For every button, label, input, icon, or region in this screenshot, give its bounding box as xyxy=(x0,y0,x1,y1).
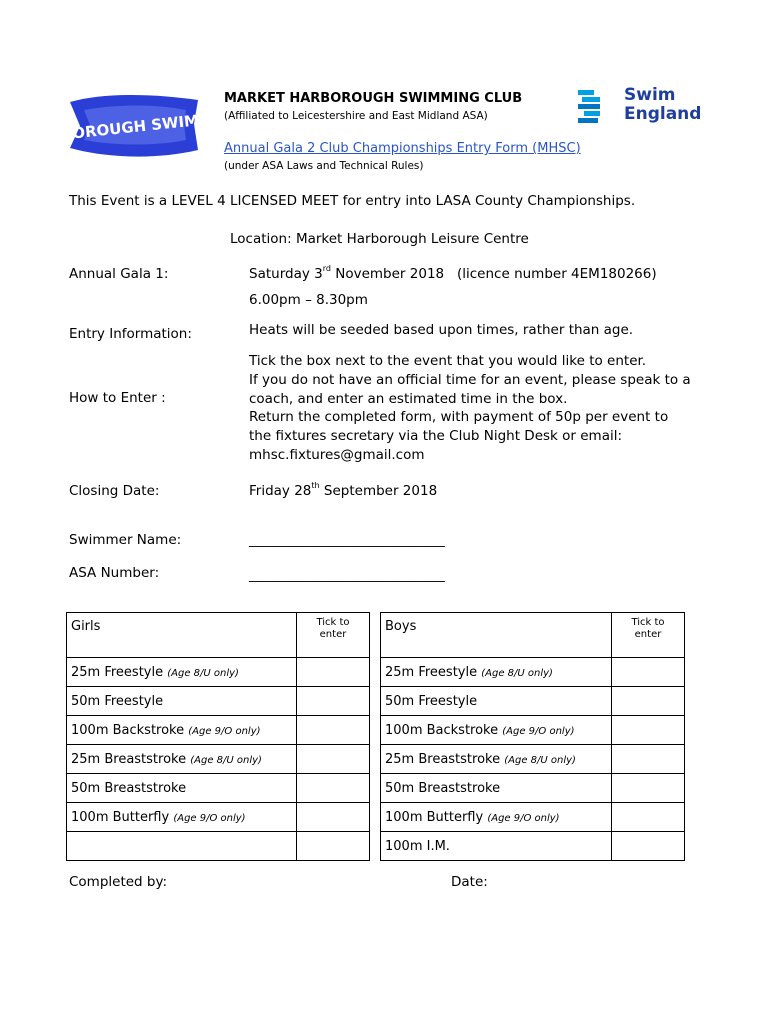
table-row xyxy=(67,745,370,774)
table-row xyxy=(381,716,685,745)
event-age: (Age 8/U only) xyxy=(504,754,576,766)
event-label: 100m Backstroke xyxy=(385,722,499,738)
event-name xyxy=(67,803,297,832)
boys-table xyxy=(380,612,685,861)
swimmer-name-field[interactable]: _____________________________ xyxy=(249,532,445,548)
tick-box[interactable] xyxy=(612,832,685,861)
gala-label: Annual Gala 1: xyxy=(69,266,169,282)
swim-england-line1: Swim xyxy=(624,85,676,105)
event-age: (Age 9/O only) xyxy=(487,812,560,824)
tick-box[interactable] xyxy=(297,658,370,687)
event-label: 100m Butterfly xyxy=(385,809,484,825)
table-row xyxy=(67,658,370,687)
intro-text: This Event is a LEVEL 4 LICENSED MEET for entry into LASA County Championships. xyxy=(69,193,636,209)
event-label: 50m Freestyle xyxy=(385,693,478,709)
girls-tick-header xyxy=(297,613,370,658)
asa-number-label: ASA Number: xyxy=(69,565,160,581)
tick-header-line: enter xyxy=(634,629,662,640)
event-name xyxy=(381,687,612,716)
how-line: coach, and enter an estimated time in the box. xyxy=(249,390,568,407)
gala-date-sup: rd xyxy=(322,264,331,273)
table-row xyxy=(381,687,685,716)
tick-header-line: Tick to xyxy=(631,617,665,628)
table-row xyxy=(67,687,370,716)
tick-box[interactable] xyxy=(612,687,685,716)
affiliation: (Affiliated to Leicestershire and East Midland ASA) xyxy=(224,110,488,122)
event-name xyxy=(381,774,612,803)
tick-box[interactable] xyxy=(297,832,370,861)
tick-box[interactable] xyxy=(297,803,370,832)
boys-tick-header xyxy=(612,613,685,658)
tick-box[interactable] xyxy=(612,658,685,687)
boys-header: Boys xyxy=(381,613,612,658)
event-age: (Age 9/O only) xyxy=(173,812,246,824)
tick-box[interactable] xyxy=(297,774,370,803)
swim-england-logo xyxy=(576,86,700,128)
event-name xyxy=(67,745,297,774)
table-row xyxy=(381,774,685,803)
event-label: 100m Butterfly xyxy=(71,809,170,825)
event-name xyxy=(381,658,612,687)
gala-date-post: November 2018 (licence number 4EM180266) xyxy=(330,266,657,282)
how-line: Return the completed form, with payment of 50p per event to xyxy=(249,409,669,426)
event-label: 25m Freestyle xyxy=(71,664,164,680)
girls-table xyxy=(66,612,370,861)
event-label: 50m Freestyle xyxy=(71,693,164,709)
event-label: 25m Breaststroke xyxy=(71,751,187,767)
closing-label: Closing Date: xyxy=(69,483,160,499)
table-row xyxy=(381,745,685,774)
tick-box[interactable] xyxy=(612,745,685,774)
how-text xyxy=(249,352,691,465)
event-name xyxy=(381,832,612,861)
event-age: (Age 8/U only) xyxy=(190,754,262,766)
event-name xyxy=(67,716,297,745)
table-row xyxy=(381,658,685,687)
location-text: Location: Market Harborough Leisure Centre xyxy=(230,231,529,247)
event-age: (Age 9/O only) xyxy=(502,725,575,737)
swimmer-name-label: Swimmer Name: xyxy=(69,532,182,548)
entry-text: Heats will be seeded based upon times, rather than age. xyxy=(249,322,634,338)
tick-box[interactable] xyxy=(612,716,685,745)
closing-pre: Friday 28 xyxy=(249,483,312,499)
asa-number-field[interactable]: _____________________________ xyxy=(249,567,445,583)
event-name xyxy=(67,687,297,716)
event-age: (Age 8/U only) xyxy=(481,667,553,679)
gala-date-pre: Saturday 3 xyxy=(249,266,323,282)
event-name xyxy=(67,774,297,803)
tick-box[interactable] xyxy=(612,774,685,803)
club-logo xyxy=(24,90,244,162)
girls-header: Girls xyxy=(67,613,297,658)
closing-post: September 2018 xyxy=(319,483,438,499)
event-name xyxy=(67,658,297,687)
how-label: How to Enter : xyxy=(69,390,166,406)
event-label: 100m Backstroke xyxy=(71,722,185,738)
club-name: MARKET HARBOROUGH SWIMMING CLUB xyxy=(224,91,523,106)
event-name xyxy=(381,745,612,774)
how-line: the fixtures secretary via the Club Night Desk or email: xyxy=(249,428,623,445)
swim-england-line2: England xyxy=(624,104,702,124)
date-label: Date: xyxy=(451,874,488,890)
closing-sup: th xyxy=(311,481,320,490)
tick-box[interactable] xyxy=(297,745,370,774)
how-line: If you do not have an official time for an event, please speak to a xyxy=(249,371,691,388)
event-label: 25m Freestyle xyxy=(385,664,478,680)
event-label: 25m Breaststroke xyxy=(385,751,501,767)
table-row xyxy=(381,832,685,861)
event-name xyxy=(381,716,612,745)
table-row xyxy=(67,716,370,745)
closing-date xyxy=(249,483,437,499)
event-name xyxy=(67,832,297,861)
rules-note: (under ASA Laws and Technical Rules) xyxy=(224,160,424,172)
tick-header-line: enter xyxy=(319,629,347,640)
event-age: (Age 8/U only) xyxy=(167,667,239,679)
club-logo-text: HARBOROUGH SWIMCLUB xyxy=(24,106,244,148)
tick-box[interactable] xyxy=(297,687,370,716)
table-row xyxy=(381,803,685,832)
tick-header-line: Tick to xyxy=(316,617,350,628)
event-label: 50m Breaststroke xyxy=(385,780,501,796)
table-row xyxy=(67,803,370,832)
event-name xyxy=(381,803,612,832)
form-title[interactable]: Annual Gala 2 Club Championships Entry Form (MHSC) xyxy=(224,141,581,156)
tick-box[interactable] xyxy=(612,803,685,832)
table-row xyxy=(67,774,370,803)
tick-box[interactable] xyxy=(297,716,370,745)
event-label: 50m Breaststroke xyxy=(71,780,187,796)
gala-date xyxy=(249,266,657,282)
gala-time: 6.00pm – 8.30pm xyxy=(249,292,368,308)
email-address[interactable]: mhsc.fixtures@gmail.com xyxy=(249,446,425,463)
completed-by-label: Completed by: xyxy=(69,874,168,890)
how-line: Tick the box next to the event that you would like to enter. xyxy=(249,353,647,369)
entry-label: Entry Information: xyxy=(69,326,192,342)
event-label: 100m I.M. xyxy=(385,838,450,854)
table-row xyxy=(67,832,370,861)
event-age: (Age 9/O only) xyxy=(188,725,261,737)
